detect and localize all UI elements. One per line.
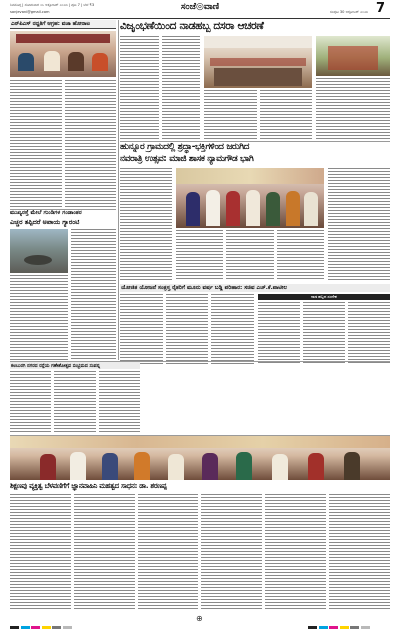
left-mid-body [10, 275, 68, 360]
section-rule [10, 435, 390, 436]
left-bottom-headline: ಕಲಬುರಗಿ ನಗರದ ರಸ್ತೆಯ ಗಣೇಶೋತ್ಸವ ಸಂಭ್ರಮದ ಸಂಪನ್ನ [10, 362, 140, 369]
lead-headline: ವಿಜೃಂಭಣೆಯಿಂದ ನಾಡಹಬ್ಬ ದಸರಾ ಆಚರಣೆ [120, 20, 264, 32]
yojana-body-right [258, 302, 390, 364]
left-mid-photo [10, 229, 68, 273]
top-left-headline: ಎನ್‌ಪಿಎಸ್ ರದ್ದತಿಗೆ ಆಗ್ರಹ: ವಜಾ ಹೋರಾಟ [10, 20, 116, 29]
masthead-left-info: ಶಿವಮೊಗ್ಗ | ಸೋಮವಾರ ೦೩ ಅಕ್ಟೋಬರ್ ೨೦೨೫ | ಪುಟ 7 | ಬೆಲೆ ₹3 [10, 3, 95, 7]
second-body-right [328, 168, 390, 280]
lead-photo [204, 36, 312, 88]
second-headline-2: ನವರಾತ್ರಿ ಉತ್ಸವ: ಮಾಜಿ ಶಾಸಕ ನ್ಯಾಮಗೌಡ ಭಾಗಿ [120, 154, 254, 164]
left-bottom-body [10, 371, 140, 434]
yojana-body [120, 294, 254, 364]
bottom-body [10, 494, 390, 610]
left-mid-body-right [71, 229, 116, 360]
bottom-headline: ಶಿಕ್ಷಣವು ವ್ಯಕ್ತಿತ್ವ ಬೆಳವಣಿಗೆಗೆ ಜ್ಞಾನವಾಹಿನಿ ಮಹತ್ವದ ಸಾಧನ: ಡಾ. ಶರಣಪ್ಪ [10, 482, 167, 490]
top-left-article [10, 20, 116, 208]
yojana-headline: ಯೋಜಿತ ಯೋಜನೆ ಸಂತ್ರಸ್ತ ರೈತರಿಗೆ ಮೂರು ವರ್ಷ ಬಡ್ಡಿ ಪರಿಹಾರ: ಸಚಿವ ಎಚ್.ಕೆ.ಪಾಟೀಲ [120, 284, 390, 292]
left-mid-headline-2: ಎಚ್ಚರ ತಪ್ಪಿದರೆ ಅಪಾಯ ಗ್ಯಾರಂಟಿ [10, 218, 80, 226]
yojana-ticker [258, 294, 390, 300]
second-photo [176, 168, 324, 228]
section-rule [10, 209, 116, 210]
bottom-photo [10, 436, 390, 480]
registration-marks-left [10, 616, 73, 629]
masthead-logo: ಸಂಜೆ◎ವಾಣಿ [180, 2, 220, 12]
second-body-under-photo [176, 230, 324, 280]
lead-body-under-photo [204, 90, 312, 140]
top-left-body [10, 80, 116, 208]
left-bottom-article [10, 362, 140, 434]
footer [10, 614, 390, 624]
registration-marks-right [308, 616, 371, 629]
masthead-right-info: ಸಂಪುಟ 30 ಅಕ್ಟೋಬರ್ ೨೦೨೫ [329, 10, 368, 14]
left-mid-article [10, 210, 116, 360]
registration-mark-icon: ⊕ [196, 614, 203, 623]
masthead-email: sanjevani@gmail.com [10, 10, 50, 14]
lead-photo-small [316, 36, 390, 76]
second-headline-1: ಹುನ್ನೂರ ಗ್ರಾಮದಲ್ಲಿ ಶ್ರದ್ಧಾ-ಭಕ್ತಿಗಳಿಂದ ಜರುಗಿದ [120, 142, 249, 152]
second-article [120, 142, 390, 282]
page-number: 7 [376, 1, 386, 16]
section-rule [120, 141, 390, 142]
lead-body-right [316, 78, 390, 140]
lead-body-left [120, 36, 200, 140]
masthead [10, 2, 390, 18]
bottom-article [10, 482, 390, 610]
second-body-left [120, 168, 172, 280]
section-rule [10, 361, 390, 362]
column-rule [118, 20, 119, 360]
top-left-photo [10, 31, 116, 77]
left-mid-headline-1: ಮುಖ್ಯರಸ್ತೆ ಮೇಲೆ ಗುಂಡಿಗಳ ಗಂಡಾಂತರ [10, 210, 82, 216]
yojana-article [120, 284, 390, 364]
ticker-label: ನಾಡ ಹಬ್ಬದ ಸಂದೇಶ [311, 294, 337, 299]
masthead-rule [10, 18, 390, 19]
lead-article [120, 20, 390, 140]
